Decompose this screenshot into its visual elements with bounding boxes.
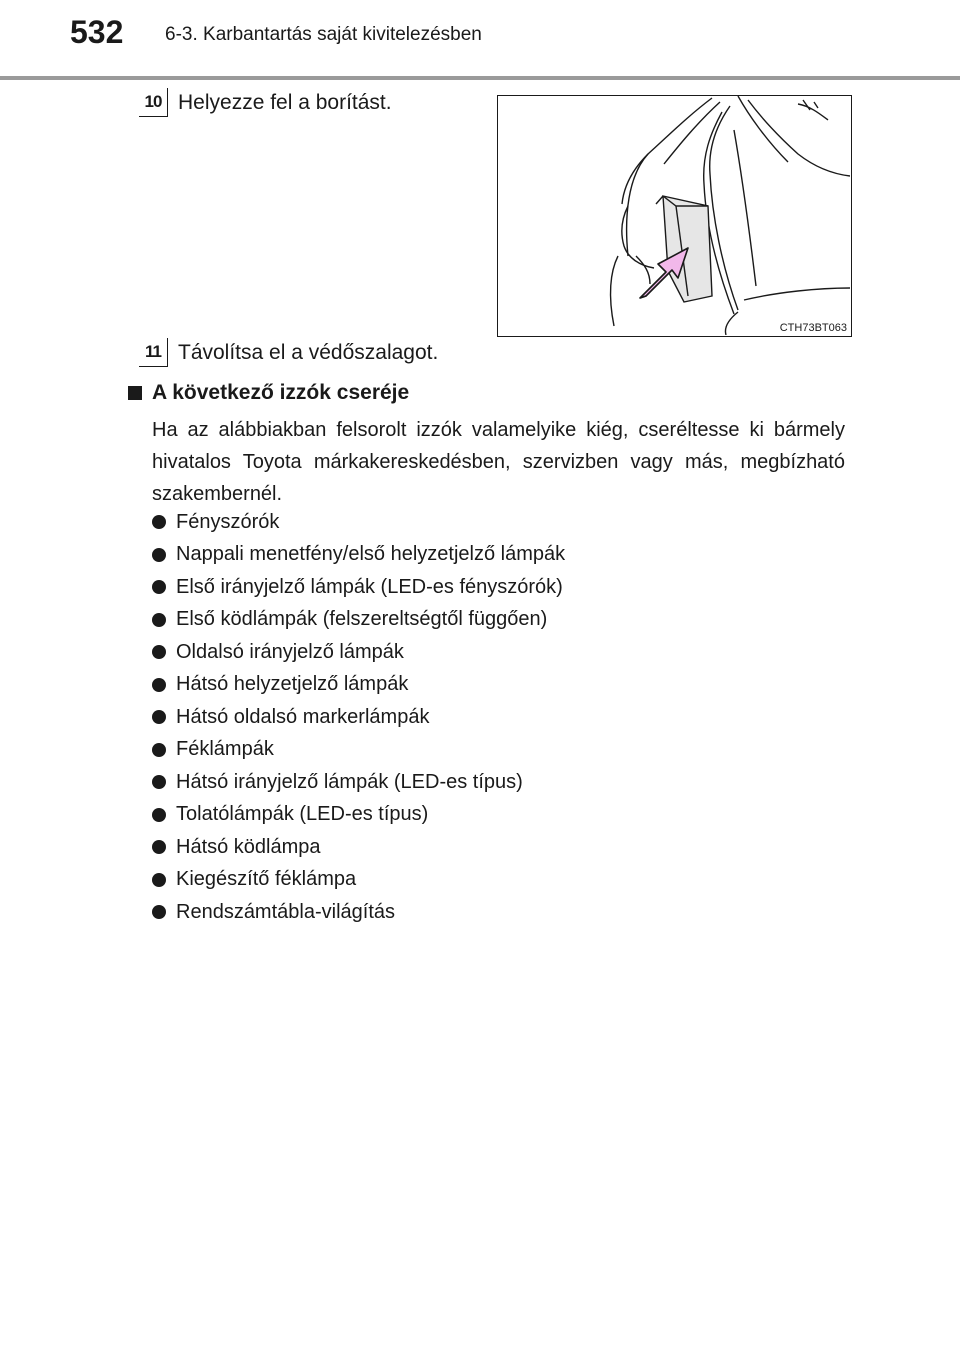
page-number: 532 xyxy=(70,14,124,50)
section-title: 6-3. Karbantartás saját kivitelezésben xyxy=(165,24,482,45)
step-10 xyxy=(139,88,392,117)
bullet-icon xyxy=(152,873,166,887)
bullet-icon xyxy=(152,905,166,919)
bullet-icon xyxy=(152,678,166,692)
list-item: Rendszámtábla-világítás xyxy=(152,896,565,929)
bulb-list xyxy=(152,506,565,929)
cover-illustration xyxy=(497,95,852,337)
bullet-icon xyxy=(152,580,166,594)
list-item: Kiegészítő féklámpa xyxy=(152,864,565,897)
step-11 xyxy=(139,338,438,367)
list-item: Hátsó ködlámpa xyxy=(152,831,565,864)
bullet-icon xyxy=(152,743,166,757)
list-item: Hátsó oldalsó markerlámpák xyxy=(152,701,565,734)
bullet-icon xyxy=(152,645,166,659)
section-heading xyxy=(128,381,409,405)
bullet-icon xyxy=(152,548,166,562)
cover-installation-drawing xyxy=(498,96,850,335)
list-item: Nappali menetfény/első helyzetjelző lámpák xyxy=(152,539,565,572)
section-paragraph: Ha az alábbiakban felsorolt izzók valamelyike kiég, cseréltesse ki bármely hivatalos Toyota márkakereskedésben, szervizben vagy más, megbízható szakembernél. xyxy=(152,419,845,505)
square-bullet-icon xyxy=(128,386,142,400)
list-item: Első ködlámpák (felszereltségtől függően) xyxy=(152,604,565,637)
step-number-badge: 11 xyxy=(139,338,168,367)
bullet-icon xyxy=(152,710,166,724)
list-item: Hátsó irányjelző lámpák (LED-es típus) xyxy=(152,766,565,799)
list-item: Féklámpák xyxy=(152,734,565,767)
list-item: Tolatólámpák (LED-es típus) xyxy=(152,799,565,832)
bullet-icon xyxy=(152,515,166,529)
step-text: Helyezze fel a borítást. xyxy=(178,90,392,114)
list-item: Oldalsó irányjelző lámpák xyxy=(152,636,565,669)
step-text: Távolítsa el a védőszalagot. xyxy=(178,340,439,364)
header-divider xyxy=(0,76,960,80)
bullet-icon xyxy=(152,775,166,789)
bullet-icon xyxy=(152,840,166,854)
list-item: Első irányjelző lámpák (LED-es fényszórók) xyxy=(152,571,565,604)
bullet-icon xyxy=(152,613,166,627)
step-number-badge: 10 xyxy=(139,88,168,117)
list-item: Fényszórók xyxy=(152,506,565,539)
bullet-icon xyxy=(152,808,166,822)
figure-code: CTH73BT063 xyxy=(779,322,847,334)
list-item: Hátsó helyzetjelző lámpák xyxy=(152,669,565,702)
section-heading-text: A következő izzók cseréje xyxy=(152,381,410,404)
